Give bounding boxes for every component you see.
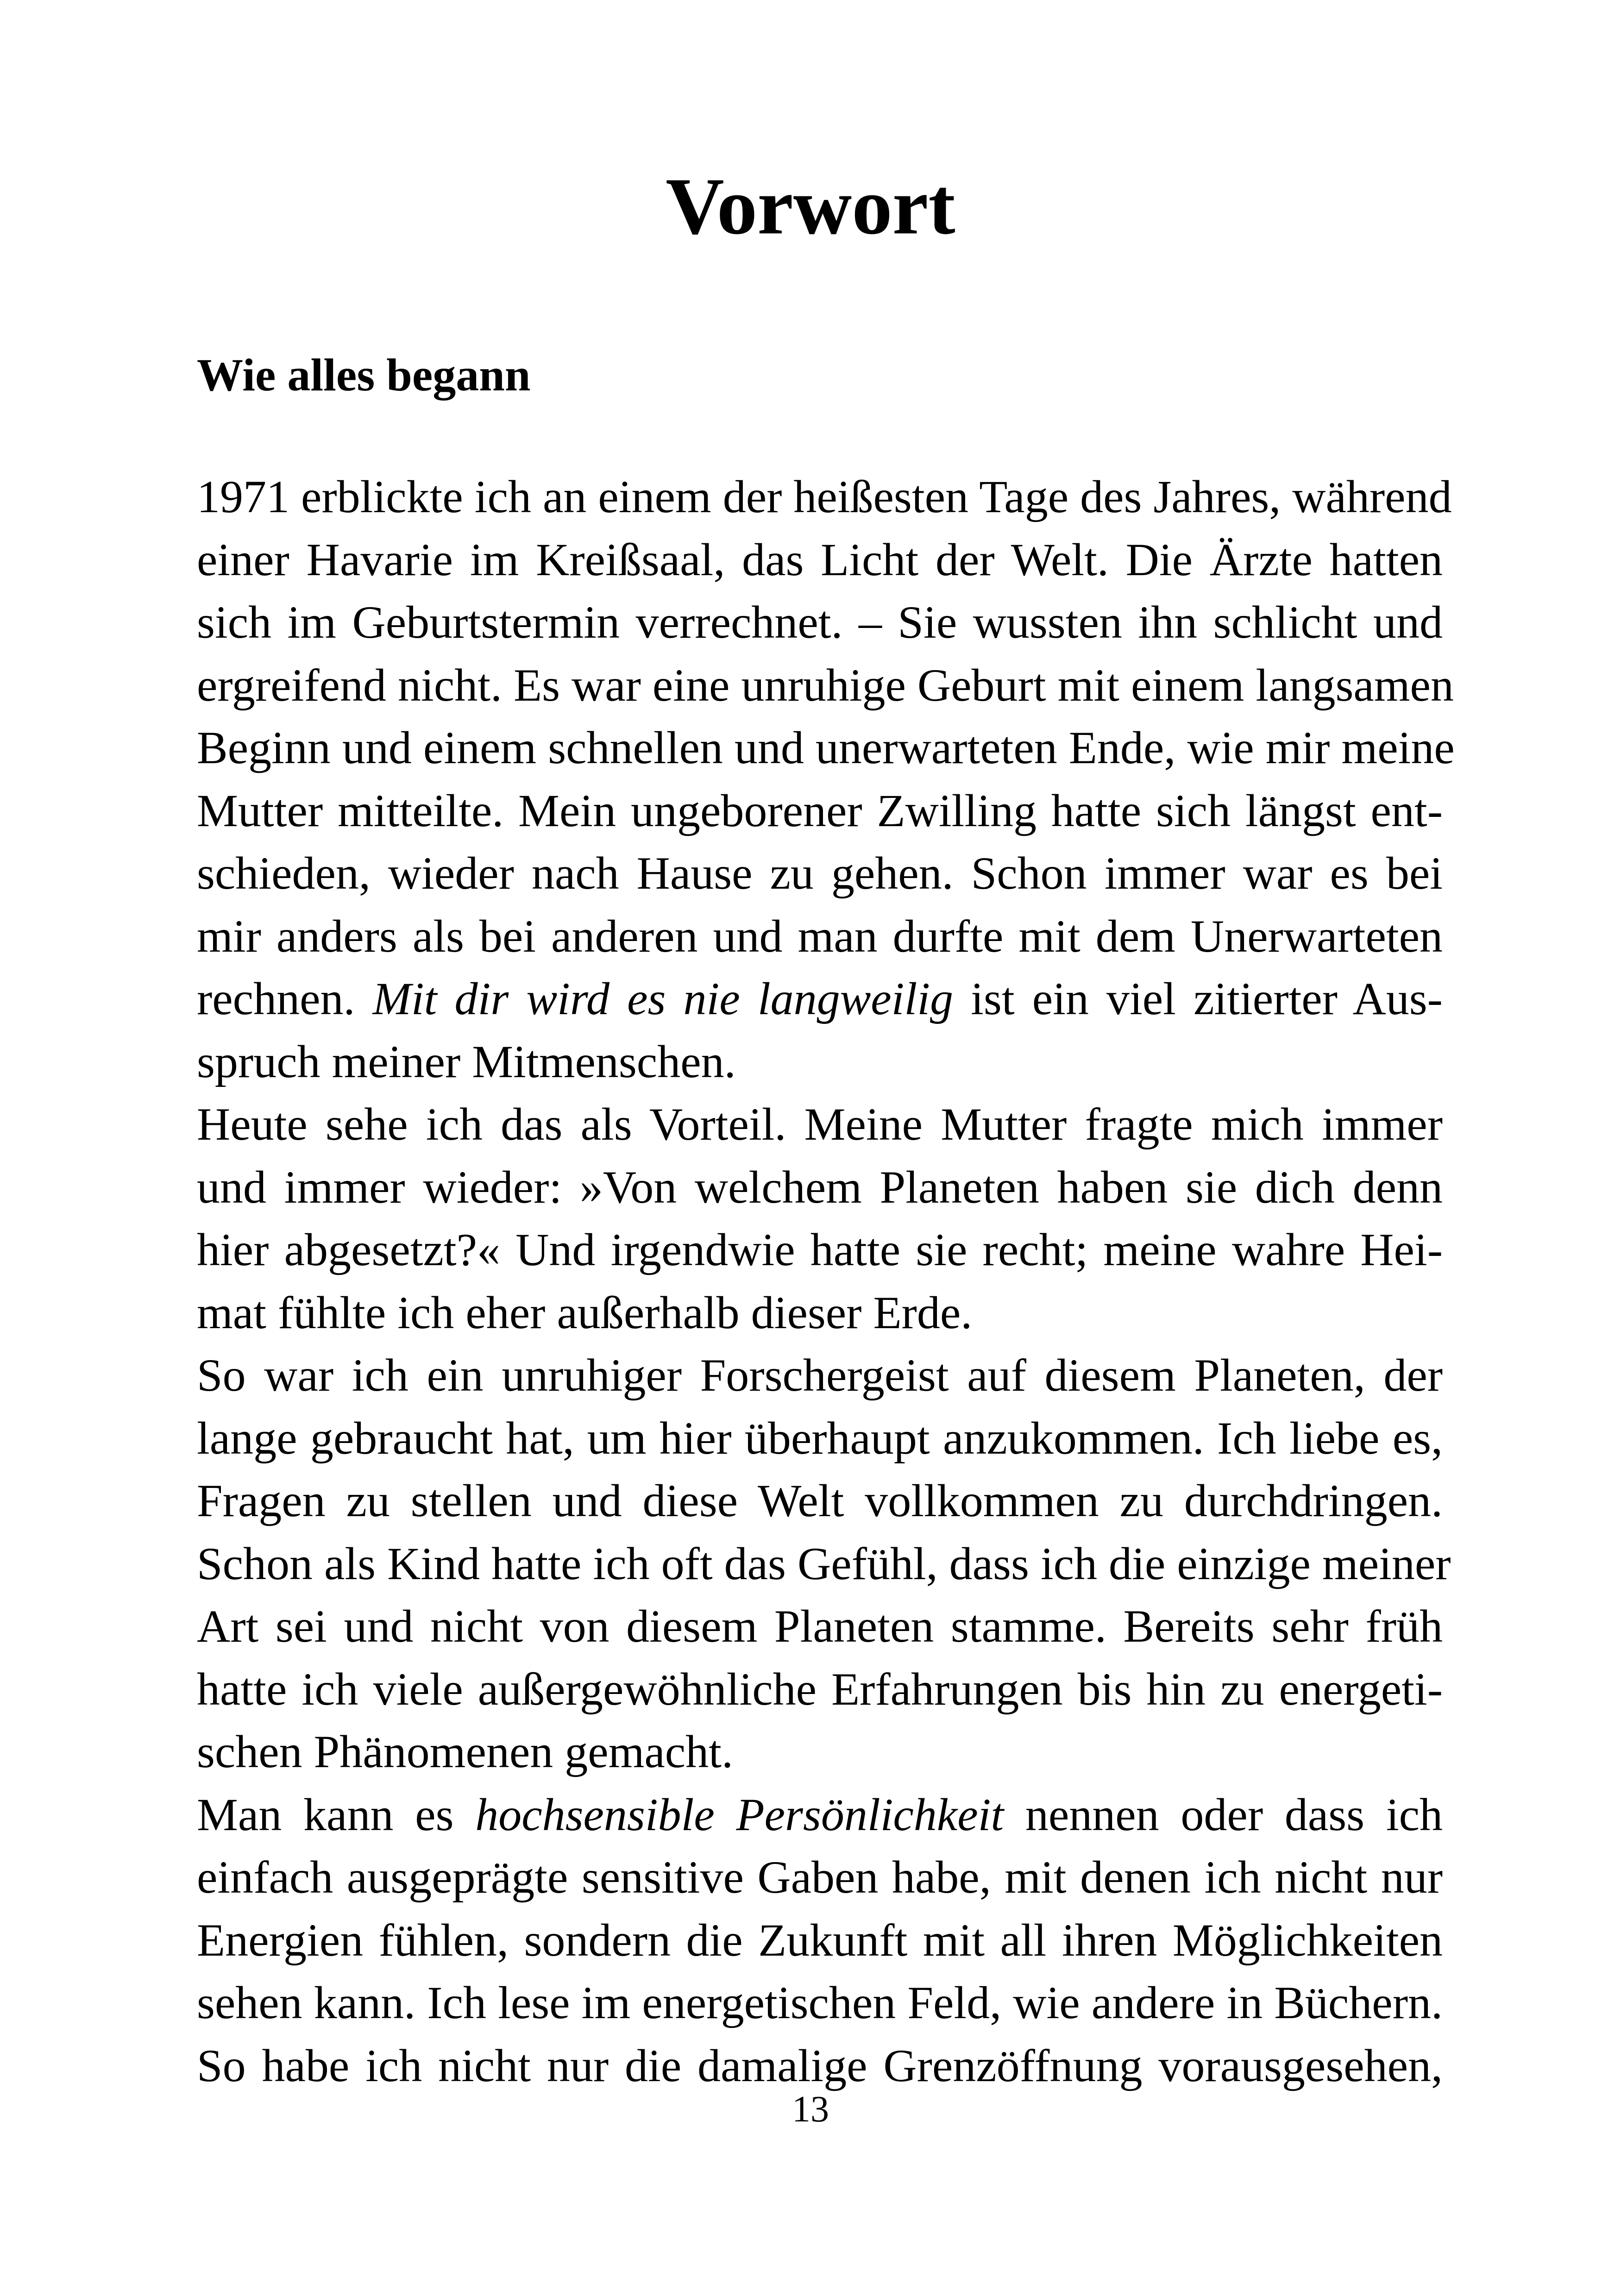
text-line: hier abgesetzt?« Und irgendwie hatte sie recht; meine wahre Hei- [197, 1224, 1443, 1275]
text-line: 1971 erblickte ich an einem der heißesten Tage des Jahres, während [197, 471, 1452, 522]
text-line: Fragen zu stellen und diese Welt vollkommen zu durchdringen. [197, 1475, 1443, 1526]
text-line: Energien fühlen, sondern die Zukunft mit all ihren Möglichkeiten [197, 1914, 1443, 1966]
chapter-title: Vorwort [666, 161, 955, 251]
emphasis: Mit dir wird es nie langweilig [372, 973, 954, 1024]
text-line: Heute sehe ich das als Vorteil. Meine Mutter fragte mich immer [197, 1098, 1443, 1150]
text-line: und immer wieder: »Von welchem Planeten haben sie dich denn [197, 1161, 1443, 1213]
text-line: Man kann es hochsensible Persönlichkeit nennen oder dass ich [197, 1788, 1443, 1840]
text-line: hatte ich viele außergewöhnliche Erfahrungen bis hin zu energeti- [197, 1663, 1443, 1715]
text-line: Art sei und nicht von diesem Planeten stamme. Bereits sehr früh [197, 1600, 1443, 1652]
section-heading: Wie alles begann [197, 349, 531, 401]
text-line: spruch meiner Mitmenschen. [197, 1035, 736, 1087]
text-line: schen Phänomenen gemacht. [197, 1726, 733, 1777]
text-line: So war ich ein unruhiger Forschergeist auf diesem Planeten, der [197, 1349, 1443, 1401]
page-number: 13 [792, 2089, 829, 2130]
text-line: rechnen. Mit dir wird es nie langweilig ist ein viel zitierter Aus- [197, 973, 1443, 1024]
text-line: So habe ich nicht nur die damalige Grenzöffnung vorausgesehen, [197, 2039, 1443, 2091]
text-line: einfach ausgeprägte sensitive Gaben habe, mit denen ich nicht nur [197, 1851, 1443, 1903]
text-line: Schon als Kind hatte ich oft das Gefühl, dass ich die einzige meiner [197, 1537, 1451, 1589]
text-line: schieden, wieder nach Hause zu gehen. Schon immer war es bei [197, 847, 1443, 899]
text-line: ergreifend nicht. Es war eine unruhige Geburt mit einem langsamen [197, 659, 1454, 711]
text-line: einer Havarie im Kreißsaal, das Licht der Welt. Die Ärzte hatten [197, 533, 1443, 585]
text-line: lange gebraucht hat, um hier überhaupt anzukommen. Ich liebe es, [197, 1412, 1443, 1464]
text-line: sich im Geburtstermin verrechnet. – Sie wussten ihn schlicht und [197, 596, 1443, 648]
text-line: sehen kann. Ich lese im energetischen Feld, wie andere in Büchern. [197, 1977, 1443, 2028]
text-line: Beginn und einem schnellen und unerwarteten Ende, wie mir meine [197, 722, 1455, 773]
emphasis: hochsensible Persönlichkeit [475, 1788, 1004, 1840]
body-text [197, 465, 1455, 2097]
text-line: Mutter mitteilte. Mein ungeborener Zwilling hatte sich längst ent- [197, 784, 1443, 836]
text-line: mir anders als bei anderen und man durfte mit dem Unerwarteten [197, 910, 1443, 962]
text-line: mat fühlte ich eher außerhalb dieser Erde. [197, 1286, 973, 1338]
